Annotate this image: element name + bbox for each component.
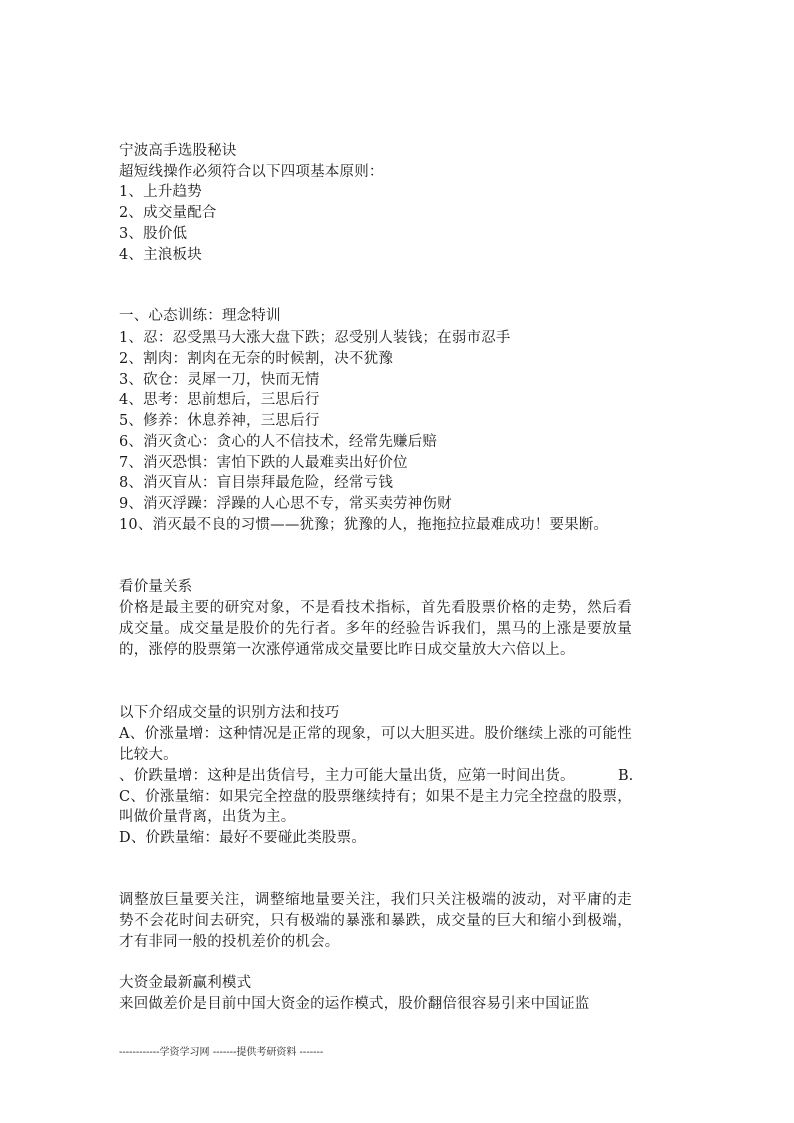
item-b-marker: B. bbox=[618, 768, 634, 784]
mindset-item: 2、割肉：割肉在无奈的时候割，决不犹豫 bbox=[119, 351, 394, 367]
mindset-item: 4、思考：思前想后，三思后行 bbox=[119, 392, 320, 408]
principle-item: 3、股价低 bbox=[119, 226, 188, 242]
mindset-item: 5、修养：休息养神，三思后行 bbox=[119, 413, 320, 429]
section-heading-big-capital: 大资金最新赢利模式 bbox=[119, 975, 252, 991]
volume-method-line: 、价跌量增：这种是出货信号，主力可能大量出货，应第一时间出货。 bbox=[119, 768, 575, 784]
section-heading-mindset: 一、心态训练：理念特训 bbox=[119, 308, 281, 324]
mindset-item: 1、忍：忍受黑马大涨大盘下跌；忍受别人装钱；在弱市忍手 bbox=[119, 330, 511, 346]
mindset-item: 8、消灭盲从：盲目崇拜最危险，经常亏钱 bbox=[119, 475, 394, 491]
adjustment-paragraph-line: 调整放巨量要关注，调整缩地量要关注，我们只关注极端的波动，对平庸的走 bbox=[119, 892, 632, 908]
price-volume-paragraph-line: 的，涨停的股票第一次涨停通常成交量要比昨日成交量放大六倍以上。 bbox=[119, 642, 575, 658]
price-volume-paragraph-line: 成交量。成交量是股价的先行者。多年的经验告诉我们，黑马的上涨是要放量 bbox=[119, 621, 632, 637]
price-volume-paragraph-line: 价格是最主要的研究对象，不是看技术指标，首先看股票价格的走势，然后看 bbox=[119, 600, 632, 616]
intro-text: 超短线操作必须符合以下四项基本原则： bbox=[119, 164, 384, 180]
volume-method-line: 比较大。 bbox=[119, 747, 178, 763]
volume-method-line: 叫做价量背离，出货为主。 bbox=[119, 809, 296, 825]
volume-method-line: A、价涨量增：这种情况是正常的现象，可以大胆买进。股价继续上涨的可能性 bbox=[119, 726, 632, 742]
page-footer: ------------学资学习网 -------提供考研资料 ------- bbox=[119, 1047, 324, 1058]
volume-method-line: D、价跌量缩：最好不要碰此类股票。 bbox=[119, 830, 367, 846]
big-capital-paragraph-line: 来回做差价是目前中国大资金的运作模式，股价翻倍很容易引来中国证监 bbox=[119, 996, 590, 1012]
mindset-item: 7、消灭恐惧：害怕下跌的人最难卖出好价位 bbox=[119, 455, 408, 471]
section-heading-price-volume: 看价量关系 bbox=[119, 579, 193, 595]
document-title: 宁波高手选股秘诀 bbox=[119, 143, 237, 159]
principle-item: 4、主浪板块 bbox=[119, 247, 202, 263]
adjustment-paragraph-line: 才有非同一般的投机差价的机会。 bbox=[119, 934, 340, 950]
mindset-item: 6、消灭贪心：贪心的人不信技术，经常先赚后赔 bbox=[119, 434, 438, 450]
mindset-item: 9、消灭浮躁：浮躁的人心思不专，常买卖劳神伤财 bbox=[119, 496, 452, 512]
principle-item: 2、成交量配合 bbox=[119, 205, 217, 221]
adjustment-paragraph-line: 势不会花时间去研究，只有极端的暴涨和暴跌，成交量的巨大和缩小到极端， bbox=[119, 913, 632, 929]
principle-item: 1、上升趋势 bbox=[119, 184, 202, 200]
section-heading-volume-methods: 以下介绍成交量的识别方法和技巧 bbox=[119, 705, 340, 721]
mindset-item: 3、砍仓：灵犀一刀，快而无情 bbox=[119, 372, 320, 388]
volume-method-line: C、价涨量缩：如果完全控盘的股票继续持有；如果不是主力完全控盘的股票， bbox=[119, 789, 632, 805]
mindset-item: 10、消灭最不良的习惯——犹豫；犹豫的人，拖拖拉拉最难成功！要果断。 bbox=[119, 517, 609, 533]
